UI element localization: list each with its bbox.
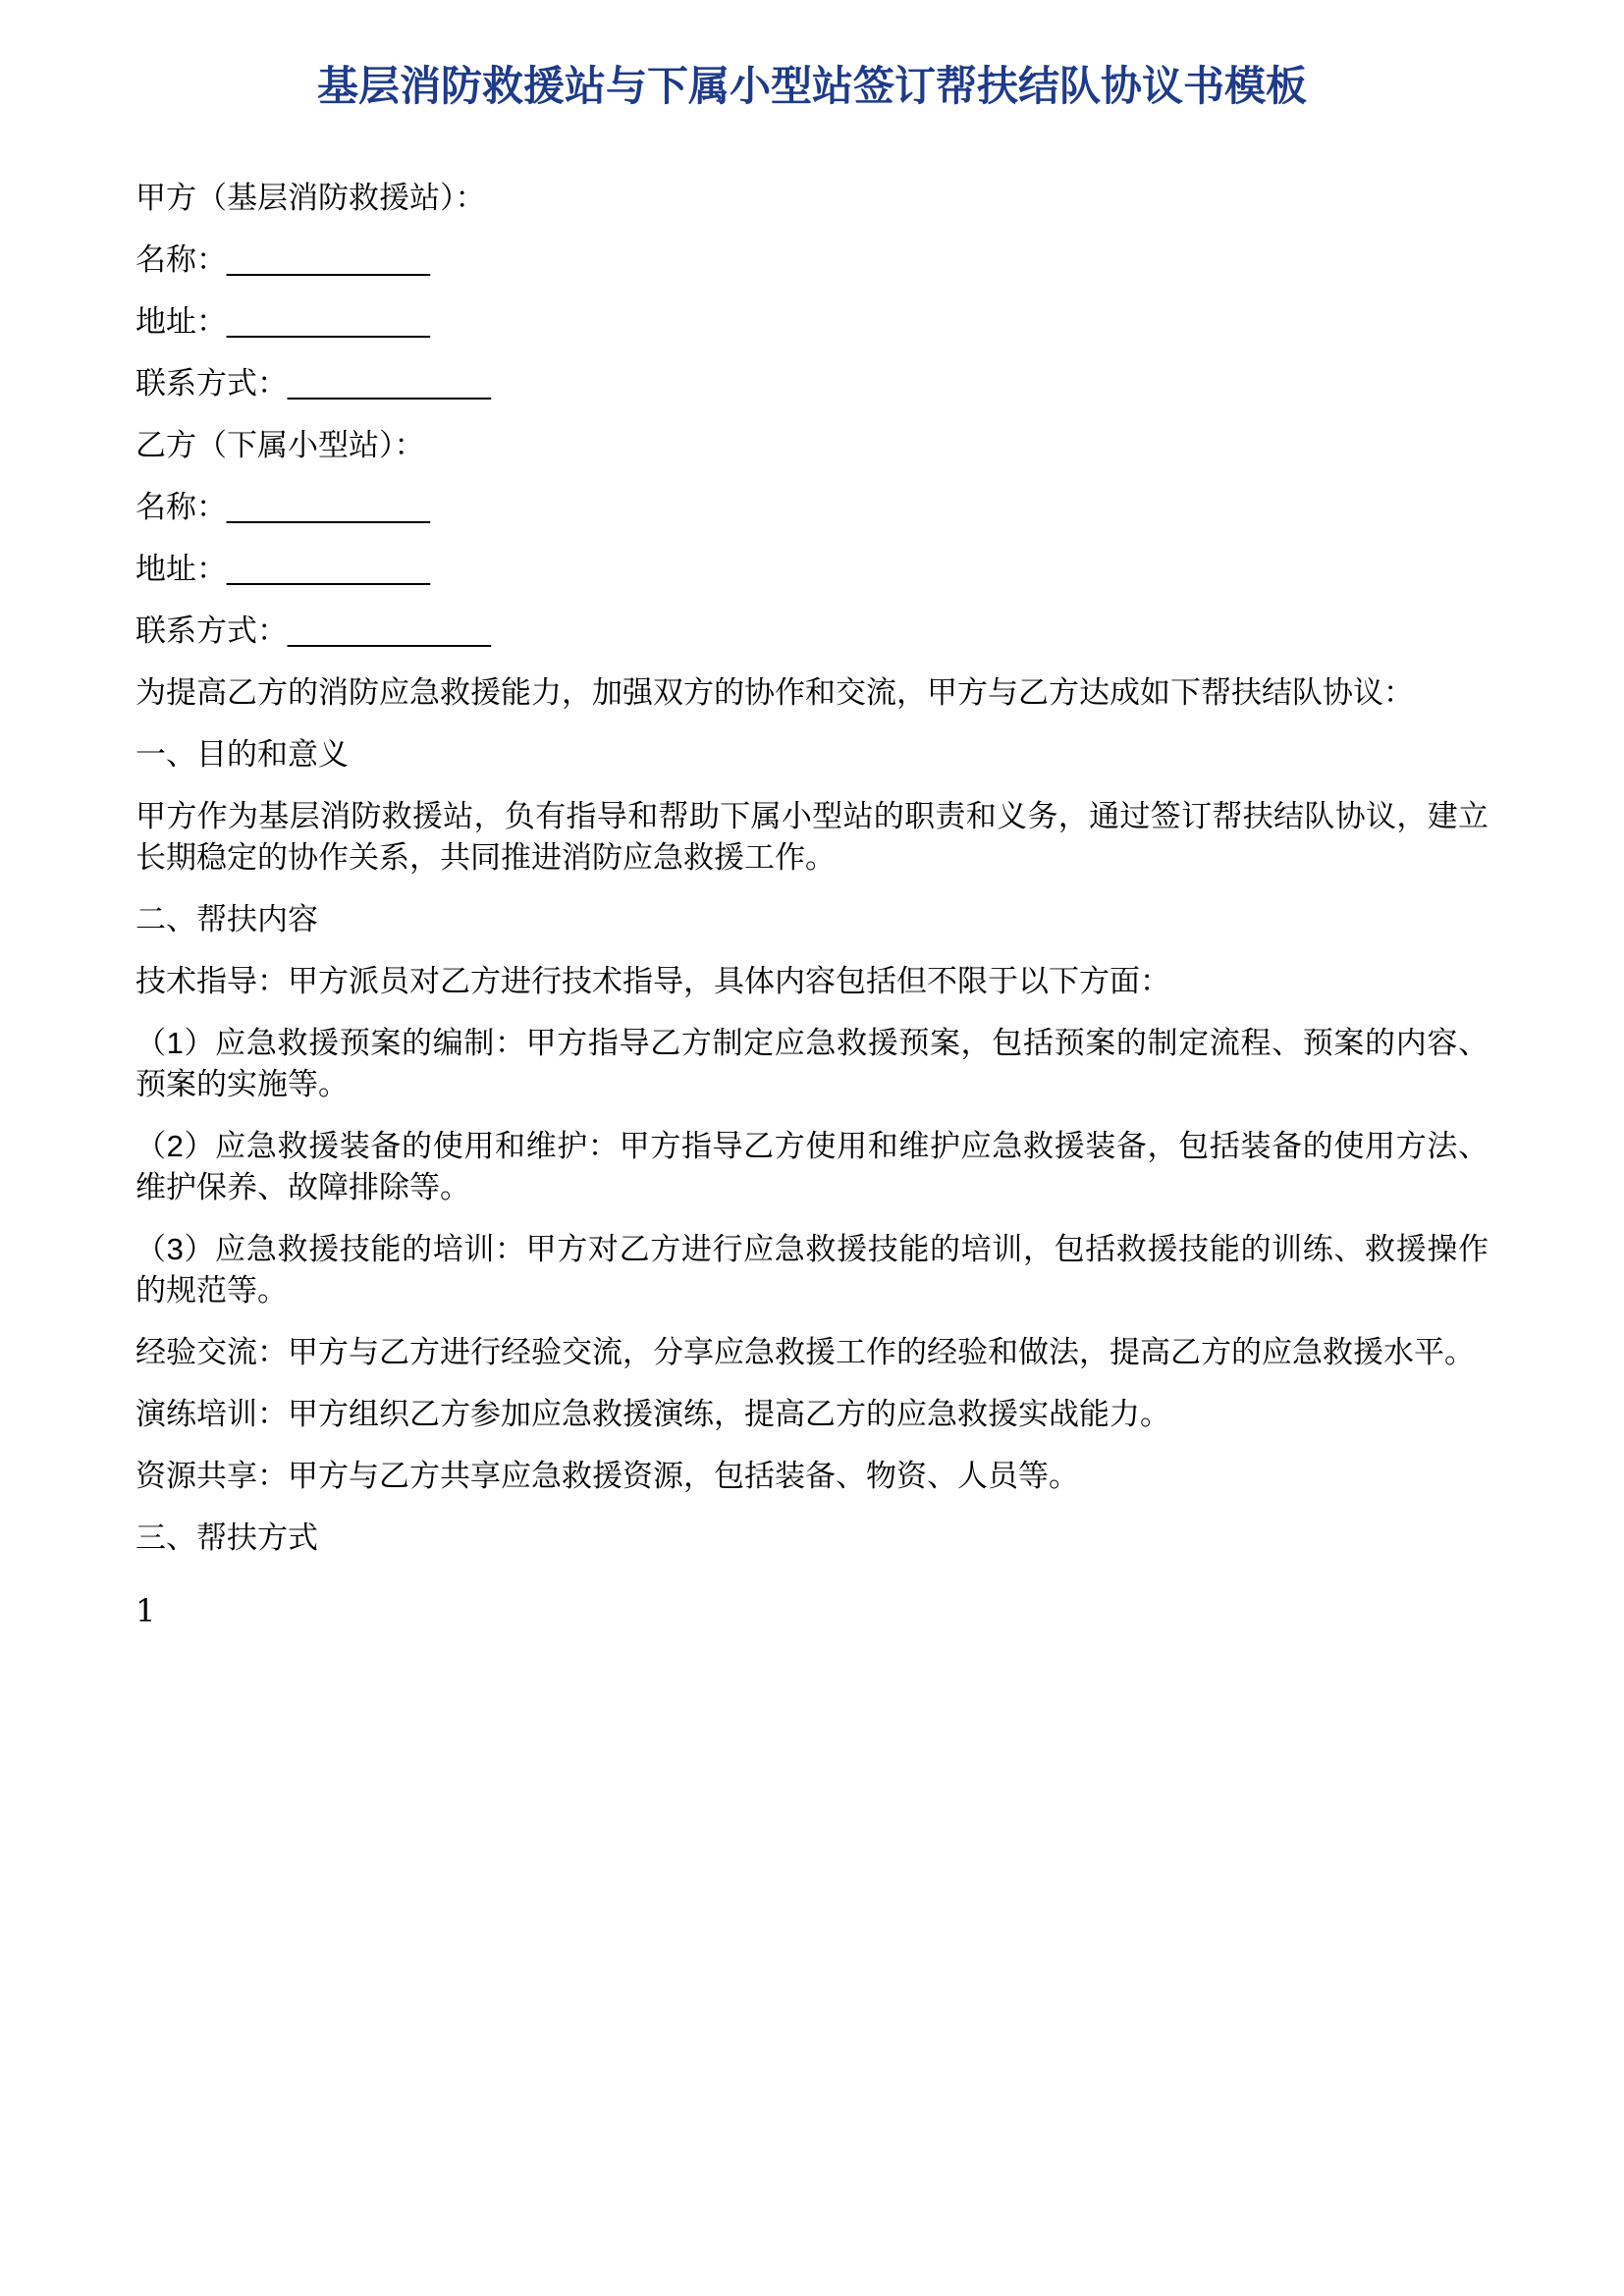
paragraph: 名称：____________ bbox=[135, 489, 430, 524]
paragraph: 演练培训：甲方组织乙方参加应急救援演练，提高乙方的应急救援实战能力。 bbox=[135, 1396, 1170, 1431]
page-number: 1 bbox=[135, 1591, 156, 1629]
paragraph: 一、目的和意义 bbox=[135, 736, 349, 772]
paragraph: 经验交流：甲方与乙方进行经验交流，分享应急救援工作的经验和做法，提高乙方的应急救援水平。 bbox=[135, 1334, 1475, 1369]
paragraph: 地址：____________ bbox=[135, 551, 430, 586]
paragraph: 资源共享：甲方与乙方共享应急救援资源，包括装备、物资、人员等。 bbox=[135, 1458, 1079, 1493]
paragraph: 甲方作为基层消防救援站，负有指导和帮助下属小型站的职责和义务，通过签订帮扶结队协议，建立长期稳定的协作关系，共同推进消防应急救援工作。 bbox=[135, 798, 1489, 875]
paragraph: 二、帮扶内容 bbox=[135, 901, 318, 936]
paragraph: 甲方（基层消防救援站）： bbox=[135, 180, 486, 215]
paragraph: 三、帮扶方式 bbox=[135, 1520, 318, 1555]
paragraph: 技术指导：甲方派员对乙方进行技术指导，具体内容包括但不限于以下方面： bbox=[135, 963, 1170, 998]
paragraph: （3）应急救援技能的培训：甲方对乙方进行应急救援技能的培训，包括救援技能的训练、救援操作的规范等。 bbox=[135, 1231, 1489, 1308]
document-title: 基层消防救援站与下属小型站签订帮扶结队协议书模板 bbox=[316, 63, 1307, 109]
document-body bbox=[135, 178, 1489, 1559]
paragraph: 联系方式：____________ bbox=[135, 613, 491, 648]
paragraph: 地址：____________ bbox=[135, 303, 430, 339]
paragraph: 联系方式：____________ bbox=[135, 365, 491, 400]
paragraph: （1）应急救援预案的编制：甲方指导乙方制定应急救援预案，包括预案的制定流程、预案的内容、预案的实施等。 bbox=[135, 1025, 1489, 1101]
paragraph: 为提高乙方的消防应急救援能力，加强双方的协作和交流，甲方与乙方达成如下帮扶结队协议： bbox=[135, 674, 1414, 710]
paragraph: 名称：____________ bbox=[135, 241, 430, 277]
paragraph: （2）应急救援装备的使用和维护：甲方指导乙方使用和维护应急救援装备，包括装备的使用方法、维护保养、故障排除等。 bbox=[135, 1128, 1489, 1204]
paragraph: 乙方（下属小型站）： bbox=[135, 427, 425, 462]
